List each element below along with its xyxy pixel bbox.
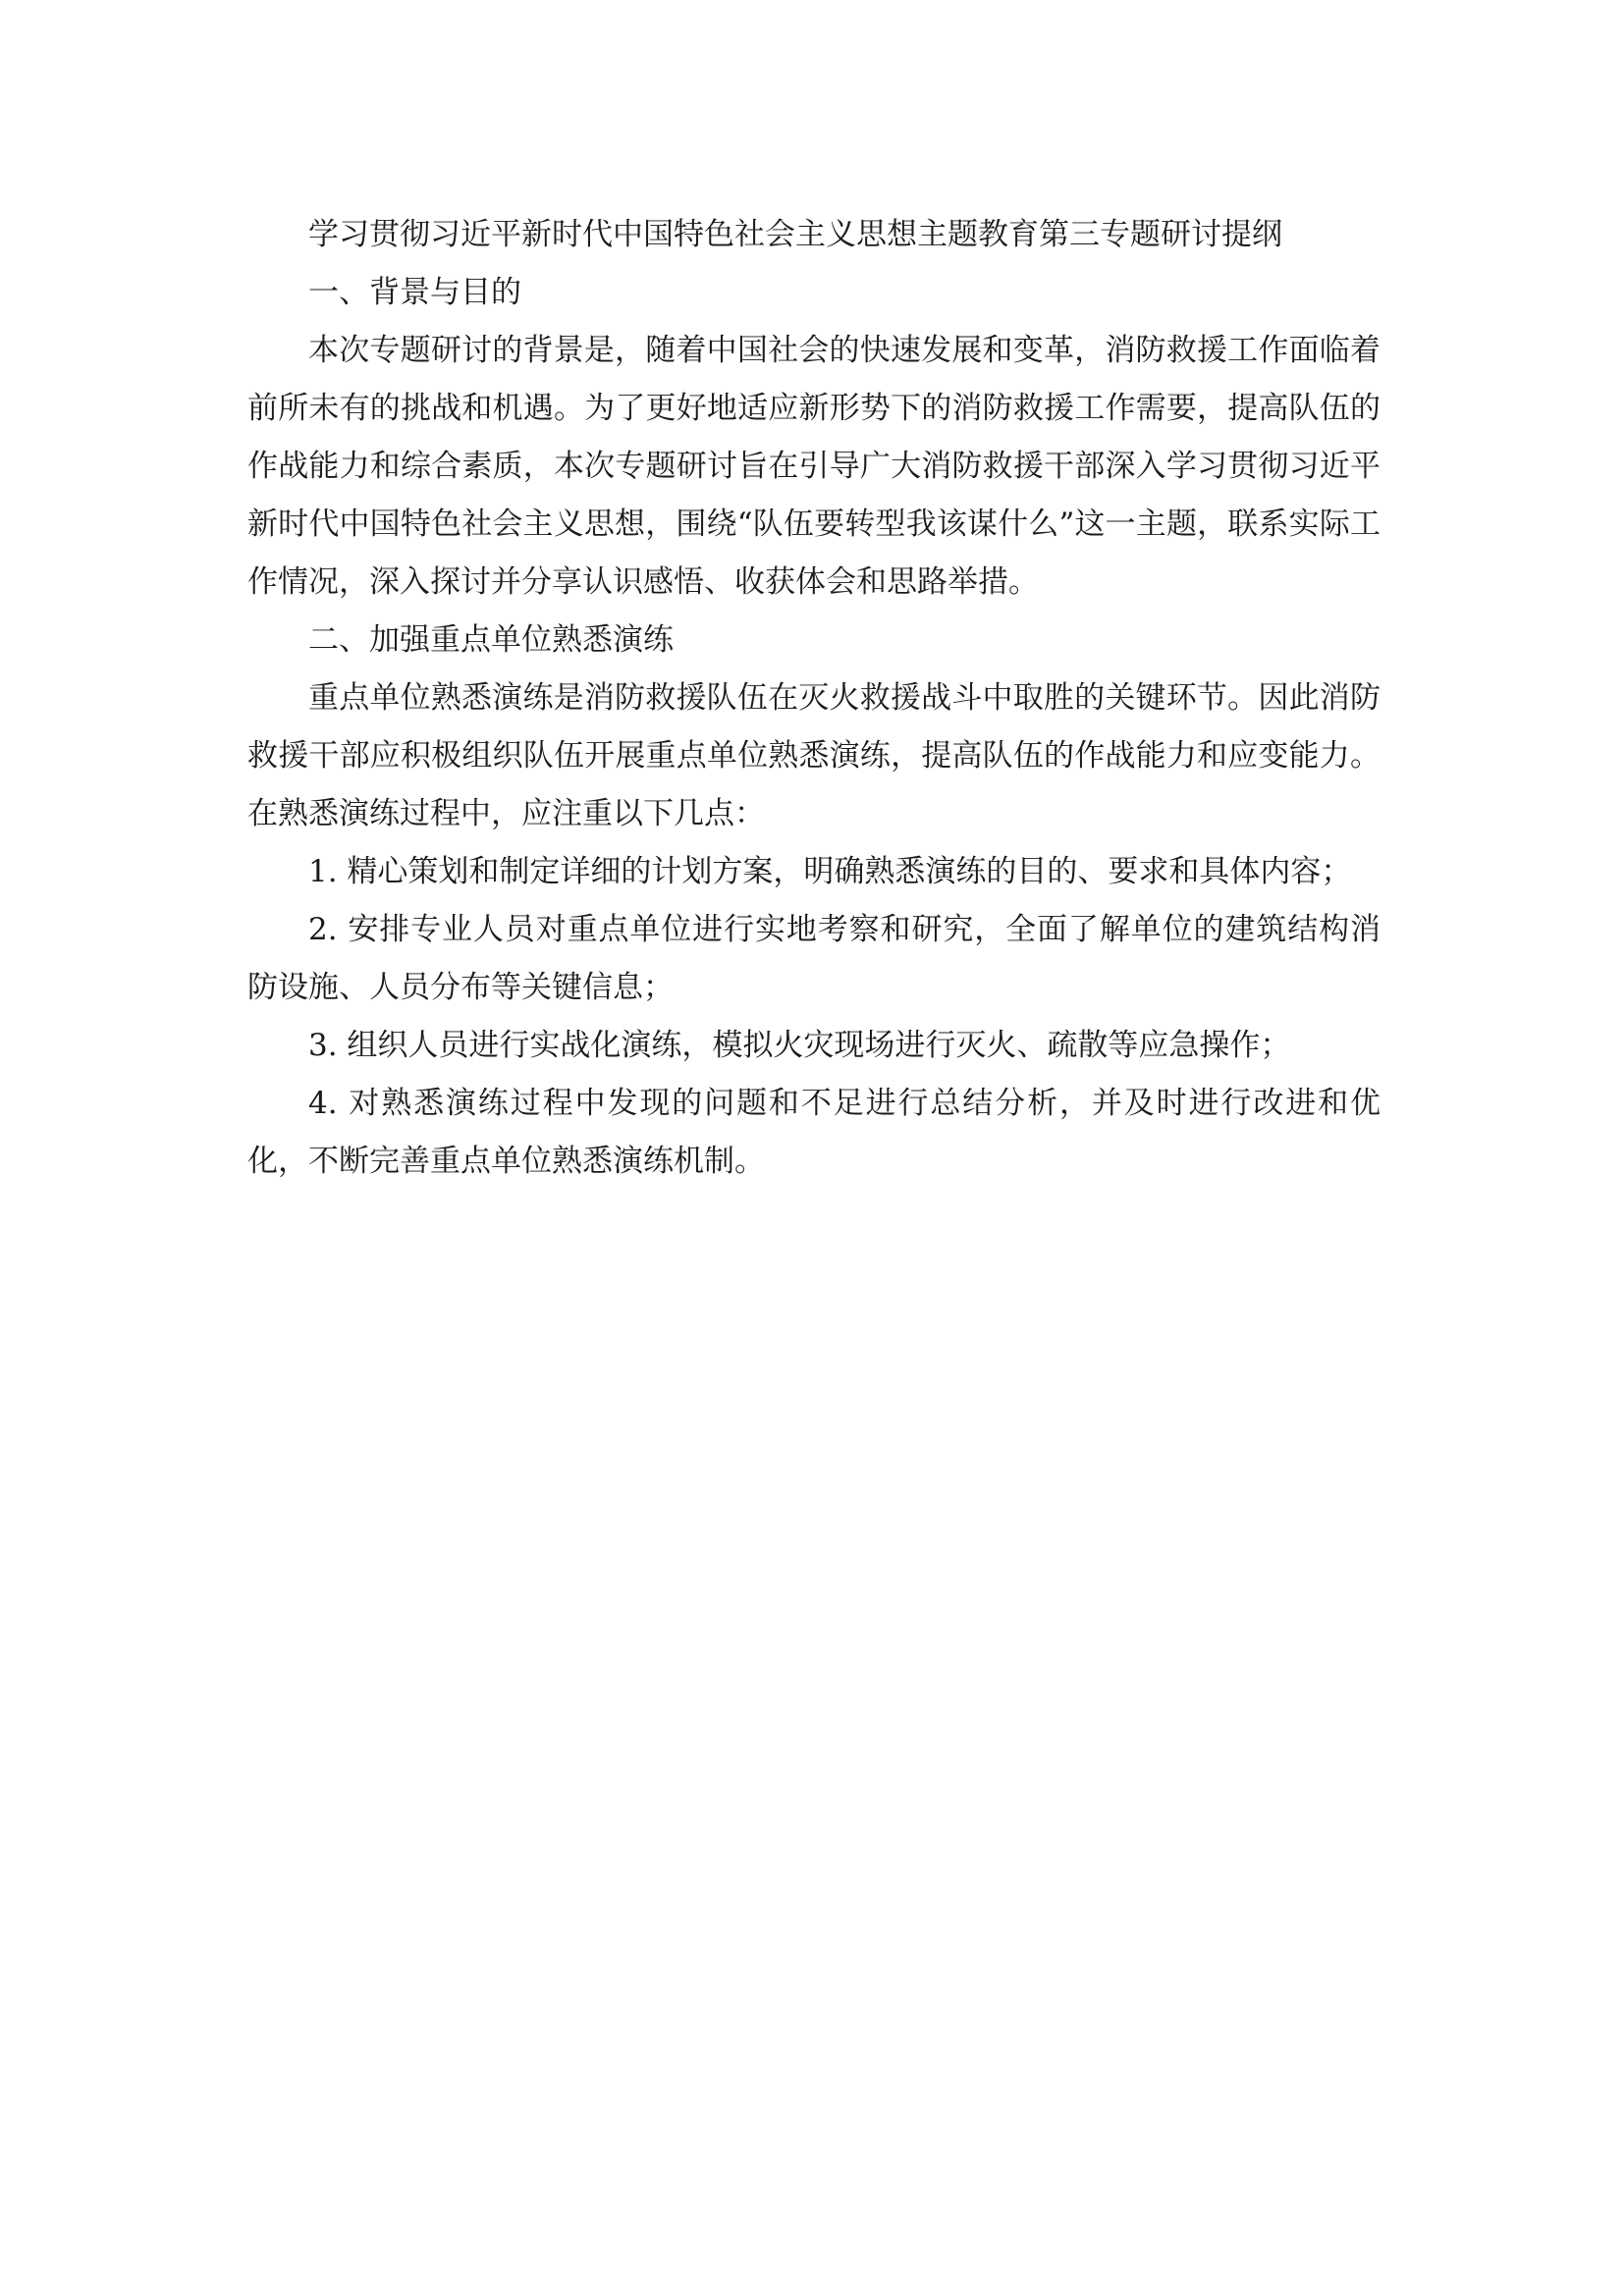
list-item-4: 4. 对熟悉演练过程中发现的问题和不足进行总结分析，并及时进行改进和优化，不断完善重点单位熟悉演练机制。 [247, 1086, 1380, 1179]
document-body [247, 206, 1380, 1191]
section-2-paragraph: 重点单位熟悉演练是消防救援队伍在灭火救援战斗中取胜的关键环节。因此消防救援干部应积极组织队伍开展重点单位熟悉演练，提高队伍的作战能力和应变能力。在熟悉演练过程中，应注重以下几点： [247, 680, 1380, 831]
section-2-heading: 二、加强重点单位熟悉演练 [308, 622, 674, 658]
list-item-1: 1. 精心策划和制定详细的计划方案，明确熟悉演练的目的、要求和具体内容； [308, 854, 1352, 889]
section-1-heading: 一、背景与目的 [308, 275, 521, 310]
document-title: 学习贯彻习近平新时代中国特色社会主义思想主题教育第三专题研讨提纲 [308, 217, 1282, 252]
list-item-3: 3. 组织人员进行实战化演练，模拟火灾现场进行灭火、疏散等应急操作； [308, 1028, 1291, 1063]
section-1-paragraph: 本次专题研讨的背景是，随着中国社会的快速发展和变革，消防救援工作面临着前所未有的挑战和机遇。为了更好地适应新形势下的消防救援工作需要，提高队伍的作战能力和综合素质，本次专题研讨旨在引导广大消防救援干部深入学习贯彻习近平新时代中国特色社会主义思想，围绕“队伍要转型我该谋什么”这一主题，联系实际工作情况，深入探讨并分享认识感悟、收获体会和思路举措。 [247, 333, 1380, 600]
list-item-2: 2. 安排专业人员对重点单位进行实地考察和研究，全面了解单位的建筑结构消防设施、人员分布等关键信息； [247, 912, 1380, 1005]
